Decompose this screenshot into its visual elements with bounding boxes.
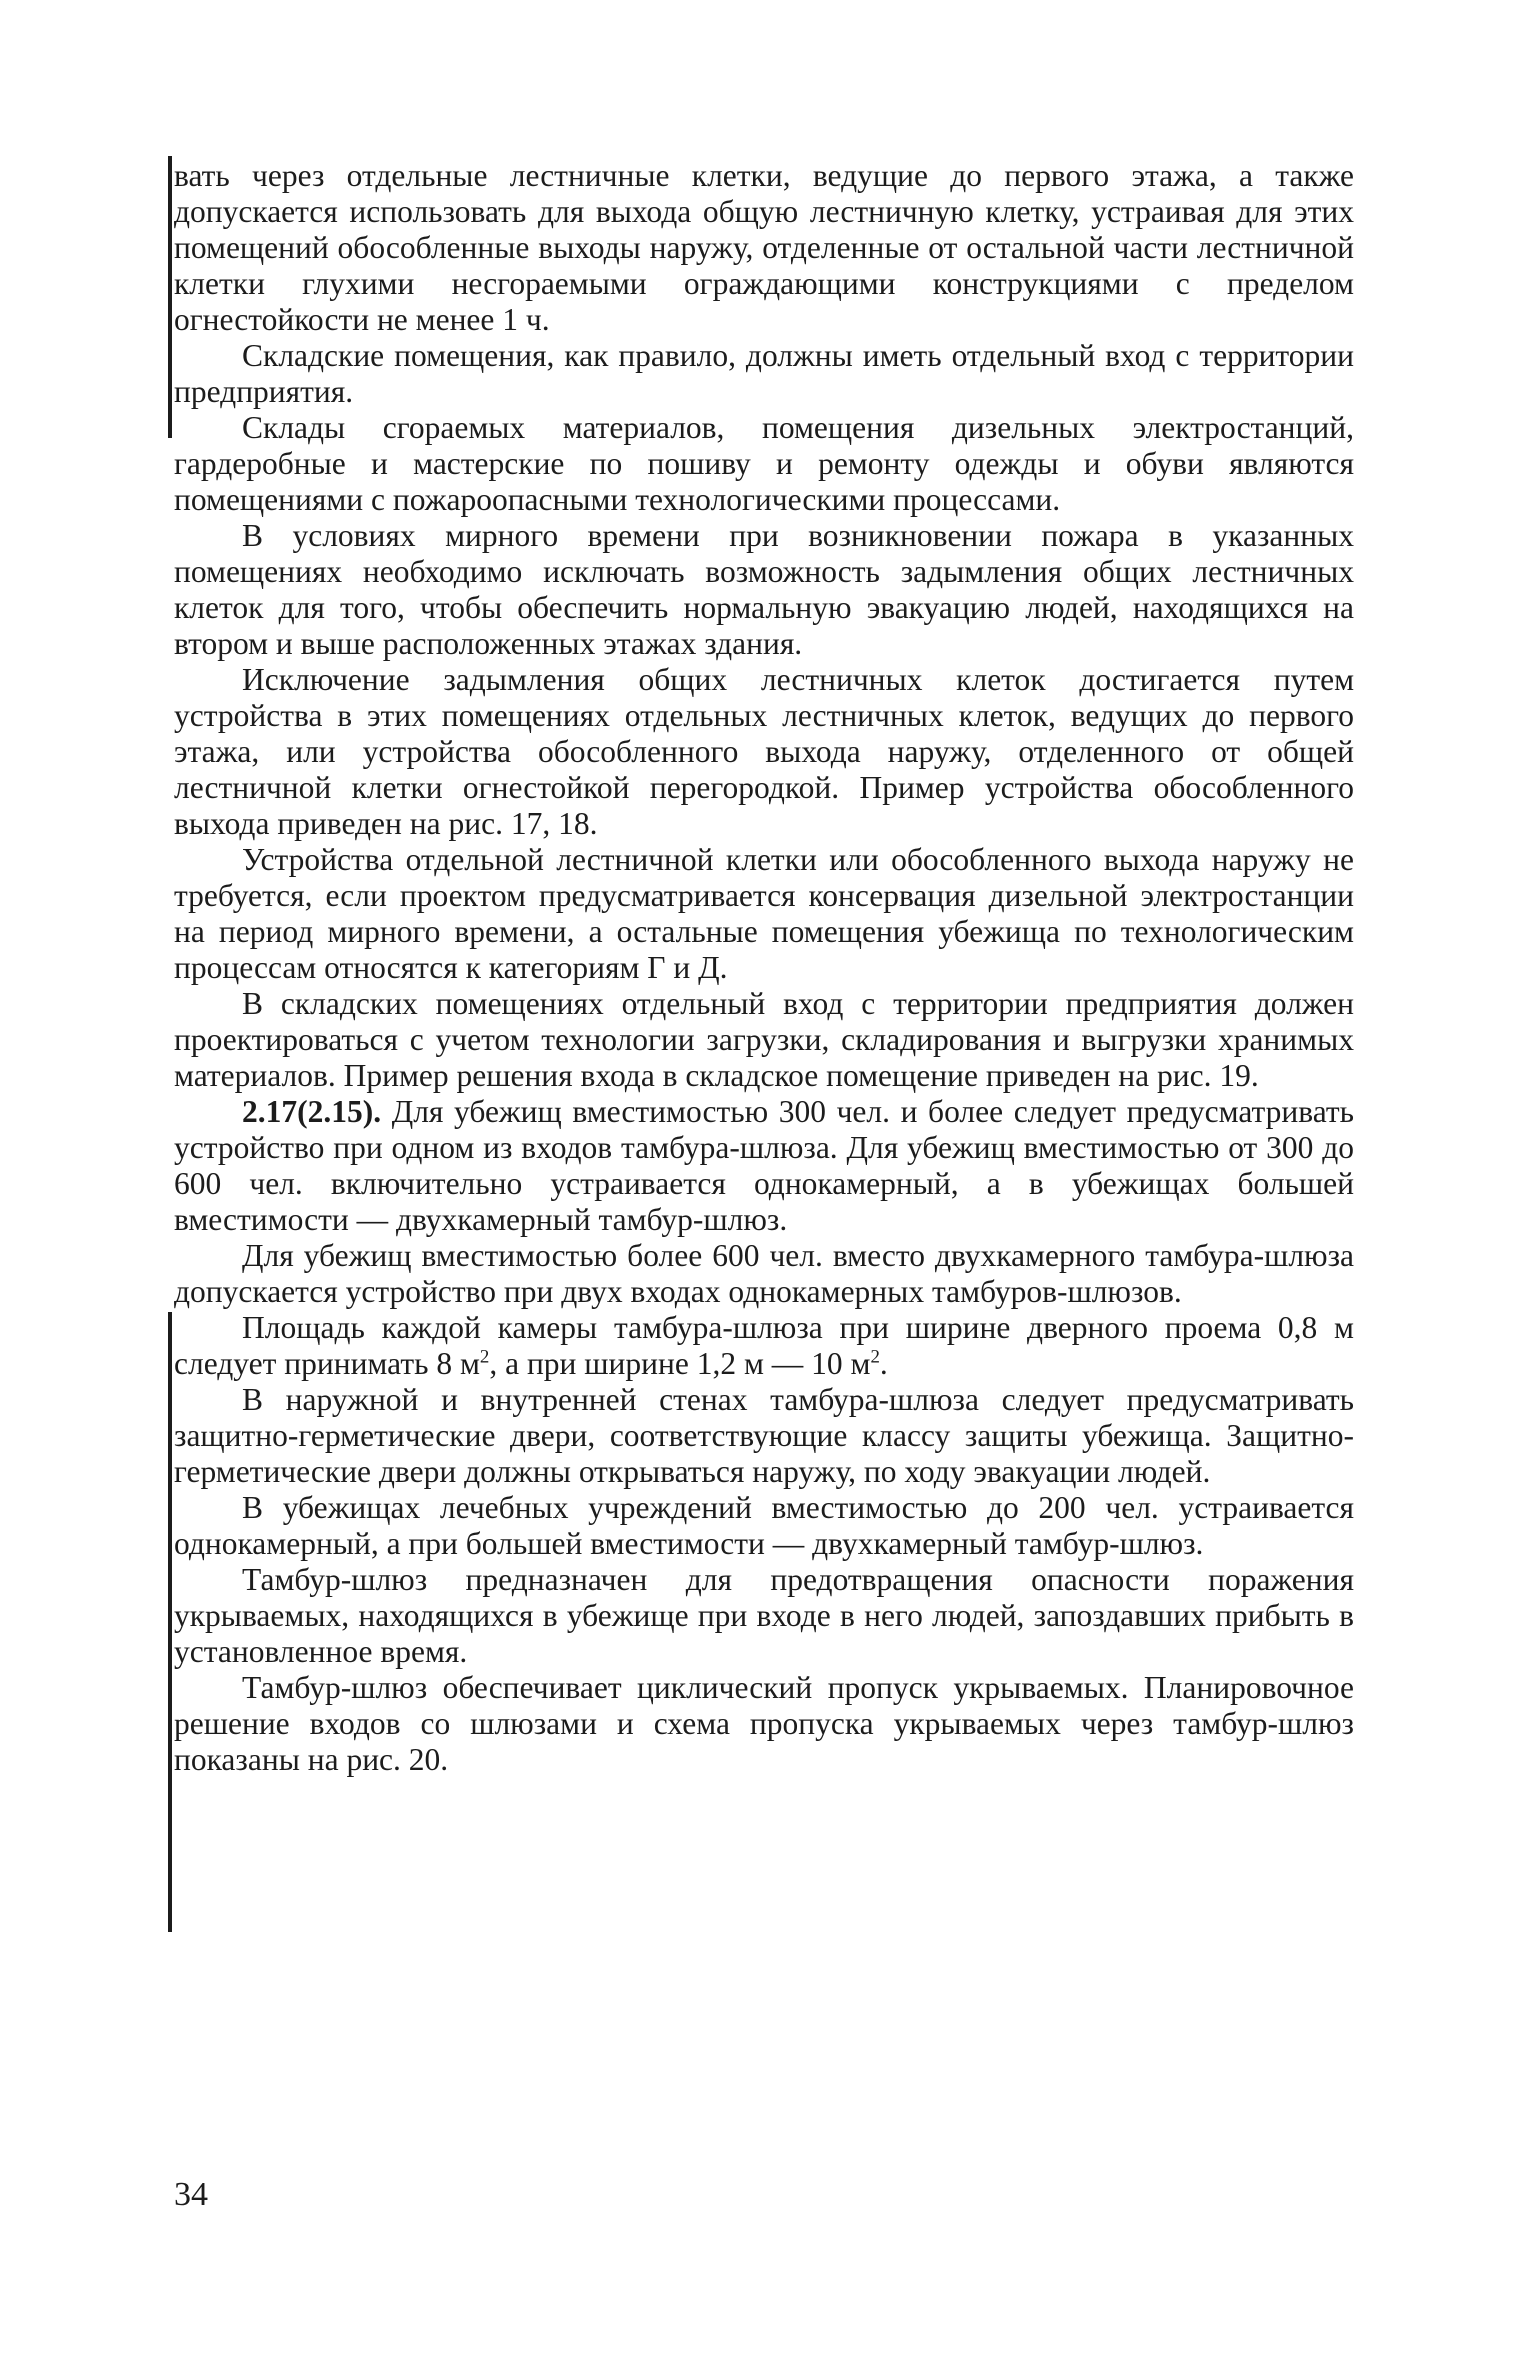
paragraph-2: Складские помещения, как правило, должны иметь отдельный вход с территории предприятия.	[174, 338, 1354, 409]
paragraph-3: Склады сгораемых материалов, помещения дизельных электростанций, гардеробные и мастерские по пошиву и ремонту одежды и обуви являются помещениями с пожароопасными технологическими процессами.	[174, 410, 1354, 517]
area-sup-2: 2	[870, 1346, 880, 1368]
area-paragraph	[174, 1310, 1354, 1382]
clause-paragraph	[174, 1094, 1354, 1238]
area-text-1: Площадь каждой камеры тамбура-шлюза при ширине дверного проема 0,8 м следует принимать 8 м	[174, 1310, 1354, 1381]
area-sup-1: 2	[479, 1346, 490, 1368]
page-number: 34	[174, 2176, 208, 2213]
paragraph-5: Исключение задымления общих лестничных клеток достигается путем устройства в этих помещениях отдельных лестничных клеток, ведущих до первого этажа, или устройства обособленного выхода наружу, отделенного от общей лестничной клетки огнестойкой перегородкой. Пример устройства обособленного выхода приведен на рис. 17, 18.	[174, 662, 1354, 841]
paragraph-6: Устройства отдельной лестничной клетки или обособленного выхода наружу не требуется, если проектом предусматривается консервация дизельной электростанции на период мирного времени, а остальные помещения убежища по технологическим процессам относятся к категориям Г и Д.	[174, 842, 1354, 985]
page-body	[174, 158, 1354, 1778]
area-text-2: , а при ширине 1,2 м — 10 м	[489, 1346, 871, 1381]
revision-bar-middle	[168, 1312, 172, 1932]
paragraph-14: Тамбур-шлюз обеспечивает циклический пропуск укрываемых. Планировочное решение входов со шлюзами и схема пропуска укрываемых через тамбур-шлюз показаны на рис. 20.	[174, 1670, 1354, 1777]
clause-number: 2.17(2.15).	[242, 1094, 382, 1129]
paragraph-9: Для убежищ вместимостью более 600 чел. вместо двухкамерного тамбура-шлюза допускается устройство при двух входах однокамерных тамбуров-шлюзов.	[174, 1238, 1354, 1309]
paragraph-4: В условиях мирного времени при возникновении пожара в указанных помещениях необходимо исключать возможность задымления общих лестничных клеток для того, чтобы обеспечить нормальную эвакуацию людей, находящихся на втором и выше расположенных этажах здания.	[174, 518, 1354, 661]
paragraph-12: В убежищах лечебных учреждений вместимостью до 200 чел. устраивается однокамерный, а при большей вместимости — двухкамерный тамбур-шлюз.	[174, 1490, 1354, 1561]
paragraph-11: В наружной и внутренней стенах тамбура-шлюза следует предусматривать защитно-герметические двери, соответствующие классу защиты убежища. Защитно-герметические двери должны открываться наружу, по ходу эвакуации людей.	[174, 1382, 1354, 1489]
area-text-3: .	[879, 1346, 888, 1381]
revision-bar-top	[168, 156, 172, 438]
paragraph-7: В складских помещениях отдельный вход с территории предприятия должен проектироваться с учетом технологии загрузки, складирования и выгрузки хранимых материалов. Пример решения входа в складское помещение приведен на рис. 19.	[174, 986, 1354, 1093]
paragraph-13: Тамбур-шлюз предназначен для предотвращения опасности поражения укрываемых, находящихся в убежище при входе в него людей, запоздавших прибыть в установленное время.	[174, 1562, 1354, 1669]
clause-text: Для убежищ вместимостью 300 чел. и более следует предусматривать устройство при одном из входов тамбура-шлюза. Для убежищ вместимостью от 300 до 600 чел. включительно устраивается однокамерный, а в убежищах большей вместимости — двухкамерный тамбур-шлюз.	[174, 1094, 1354, 1237]
paragraph-1: вать через отдельные лестничные клетки, ведущие до первого этажа, а также допускается использовать для выхода общую лестничную клетку, устраивая для этих помещений обособленные выходы наружу, отделенные от остальной части лестничной клетки глухими несгораемыми ограждающими конструкциями с пределом огнестойкости не менее 1 ч.	[174, 158, 1354, 337]
